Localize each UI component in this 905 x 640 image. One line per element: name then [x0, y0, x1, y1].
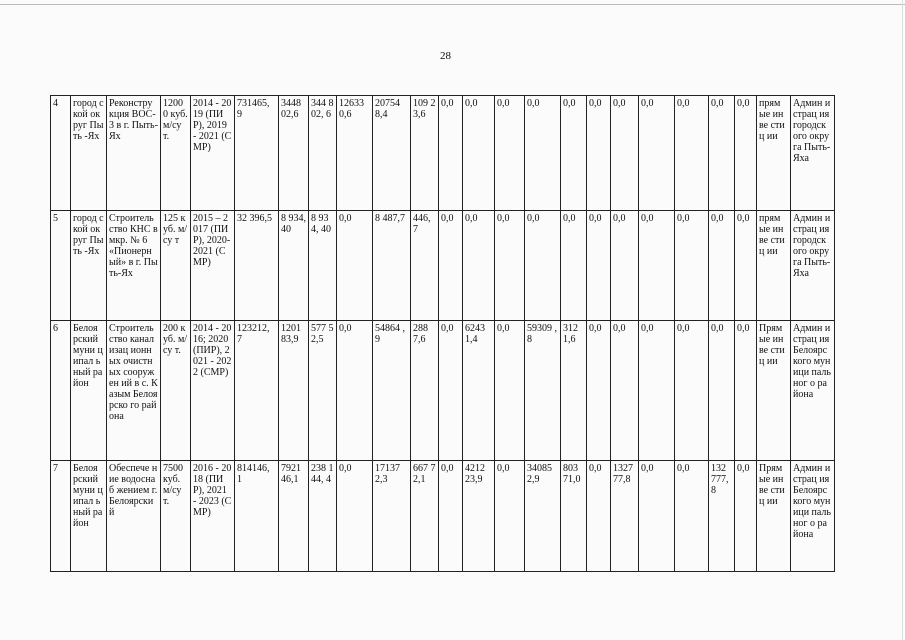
table-cell: 0,0 [675, 461, 709, 572]
table-cell: 0,0 [463, 96, 495, 211]
table-cell: Строитель ство канализац ионных очистных сооружен ий в с. Казым Белоярско го района [107, 321, 161, 461]
table-cell: 20754 8,4 [373, 96, 411, 211]
table-cell: 125 куб. м/су т [161, 211, 191, 321]
investment-table [50, 95, 835, 572]
table-cell: 0,0 [639, 461, 675, 572]
table-cell: 344 802, 6 [309, 96, 337, 211]
table-cell: 0,0 [587, 211, 611, 321]
table-cell: 0,0 [439, 461, 463, 572]
table-cell: 0,0 [337, 461, 373, 572]
table-cell: Обеспече ние водоснаб жением г. Белоярски й [107, 461, 161, 572]
table-cell: 667 72,1 [411, 461, 439, 572]
table-cell: 0,0 [561, 96, 587, 211]
table-cell: 7921 46,1 [279, 461, 309, 572]
table-cell: 0,0 [495, 321, 525, 461]
table-cell: Строитель ство КНС в мкр. № 6 «Пионерн ый» в г. Пыть-Ях [107, 211, 161, 321]
table-cell: 2015 – 2017 (ПИР), 2020-2021 (СМР) [191, 211, 235, 321]
table-cell: 17137 2,3 [373, 461, 411, 572]
table-cell: Админ истрац ия городск ого округа Пыть-Яха [791, 211, 835, 321]
table-cell: 312 1,6 [561, 321, 587, 461]
table-cell: 7 [51, 461, 71, 572]
scan-edge [902, 0, 903, 640]
table-cell: 0,0 [561, 211, 587, 321]
table-cell: 0,0 [463, 211, 495, 321]
table-cell: 59309 ,8 [525, 321, 561, 461]
table-row [51, 211, 835, 321]
table-cell: 0,0 [439, 96, 463, 211]
table-cell: 0,0 [611, 96, 639, 211]
table-cell: 2014 - 2019 (ПИР), 2019 - 2021 (СМР) [191, 96, 235, 211]
table-cell: 109 23,6 [411, 96, 439, 211]
table-cell: 54864 ,9 [373, 321, 411, 461]
table-cell: 0,0 [709, 211, 735, 321]
table-cell: 8 487,7 [373, 211, 411, 321]
table-cell: Админ истрац ия Белоярс кого муници пальног о района [791, 321, 835, 461]
table-cell: 2014 - 2016; 2020 (ПИР), 2021 - 2022 (СМР) [191, 321, 235, 461]
table-cell: 0,0 [675, 96, 709, 211]
table-row [51, 321, 835, 461]
table-cell: 1201 83,9 [279, 321, 309, 461]
page-number: 28 [440, 50, 451, 62]
table-cell: Прям ые инве стиц ии [757, 321, 791, 461]
table-cell: 0,0 [735, 96, 757, 211]
table-cell: 8 934, 40 [309, 211, 337, 321]
table-cell: 0,0 [337, 211, 373, 321]
table-cell: 0,0 [587, 321, 611, 461]
table-cell: Админ истрац ия городск ого округа Пыть-Яха [791, 96, 835, 211]
table-cell: 0,0 [495, 211, 525, 321]
table-cell: 0,0 [587, 96, 611, 211]
table-cell: 2016 - 2018 (ПИР), 2021 - 2023 (СМР) [191, 461, 235, 572]
table-cell: 8 934, 40 [279, 211, 309, 321]
table-cell: 0,0 [675, 321, 709, 461]
table-cell: 0,0 [587, 461, 611, 572]
table-cell: 3448 02,6 [279, 96, 309, 211]
table-cell: 0,0 [611, 321, 639, 461]
scan-edge [0, 4, 905, 5]
table-cell: Админ истрац ия Белоярс кого муници пальног о района [791, 461, 835, 572]
table-cell: 4 [51, 96, 71, 211]
table-cell: 0,0 [709, 321, 735, 461]
table-cell: 0,0 [735, 321, 757, 461]
table-cell: 0,0 [735, 461, 757, 572]
table-cell: 6 [51, 321, 71, 461]
table-cell: 5 [51, 211, 71, 321]
table-cell: Реконстру кция ВОС-3 в г. Пыть-Ях [107, 96, 161, 211]
table-cell: 446, 7 [411, 211, 439, 321]
table-row [51, 96, 835, 211]
table-cell: 731465, 9 [235, 96, 279, 211]
table-cell: 0,0 [439, 321, 463, 461]
table-cell: 0,0 [639, 96, 675, 211]
table-cell: 0,0 [675, 211, 709, 321]
table-cell: город ской округ Пыть -Ях [71, 211, 107, 321]
table-cell: 7500 куб. м/су т. [161, 461, 191, 572]
table-cell: 0,0 [439, 211, 463, 321]
table-cell: 1200 0 куб. м/су т. [161, 96, 191, 211]
table-cell: 1327 77,8 [611, 461, 639, 572]
table-cell: 123212, 7 [235, 321, 279, 461]
table-cell: 0,0 [639, 321, 675, 461]
table-cell: 32 396,5 [235, 211, 279, 321]
table-cell: 4212 23,9 [463, 461, 495, 572]
table-cell: Прям ые инве стиц ии [757, 461, 791, 572]
table-cell: 0,0 [495, 461, 525, 572]
table-row [51, 461, 835, 572]
table-cell: 132 777, 8 [709, 461, 735, 572]
table-cell: прям ые инве стиц ии [757, 96, 791, 211]
table-cell: 0,0 [337, 321, 373, 461]
table-cell: 34085 2,9 [525, 461, 561, 572]
table-cell: 200 куб. м/су т. [161, 321, 191, 461]
table-cell: 0,0 [611, 211, 639, 321]
table-cell: 0,0 [735, 211, 757, 321]
table-cell: 238 144, 4 [309, 461, 337, 572]
table-cell: Белоя рский муни ципал ьный район [71, 321, 107, 461]
table-cell: 12633 0,6 [337, 96, 373, 211]
table-cell: 803 71,0 [561, 461, 587, 572]
table-cell: 577 52,5 [309, 321, 337, 461]
table-cell: 0,0 [709, 96, 735, 211]
table-cell: 0,0 [495, 96, 525, 211]
table-cell: 288 7,6 [411, 321, 439, 461]
table-cell: 0,0 [525, 96, 561, 211]
table-cell: 6243 1,4 [463, 321, 495, 461]
table-cell: город ской округ Пыть -Ях [71, 96, 107, 211]
table-cell: 814146, 1 [235, 461, 279, 572]
table-cell: 0,0 [525, 211, 561, 321]
table-cell: Белоя рский муни ципал ьный район [71, 461, 107, 572]
table-cell: прям ые инве стиц ии [757, 211, 791, 321]
table-cell: 0,0 [639, 211, 675, 321]
